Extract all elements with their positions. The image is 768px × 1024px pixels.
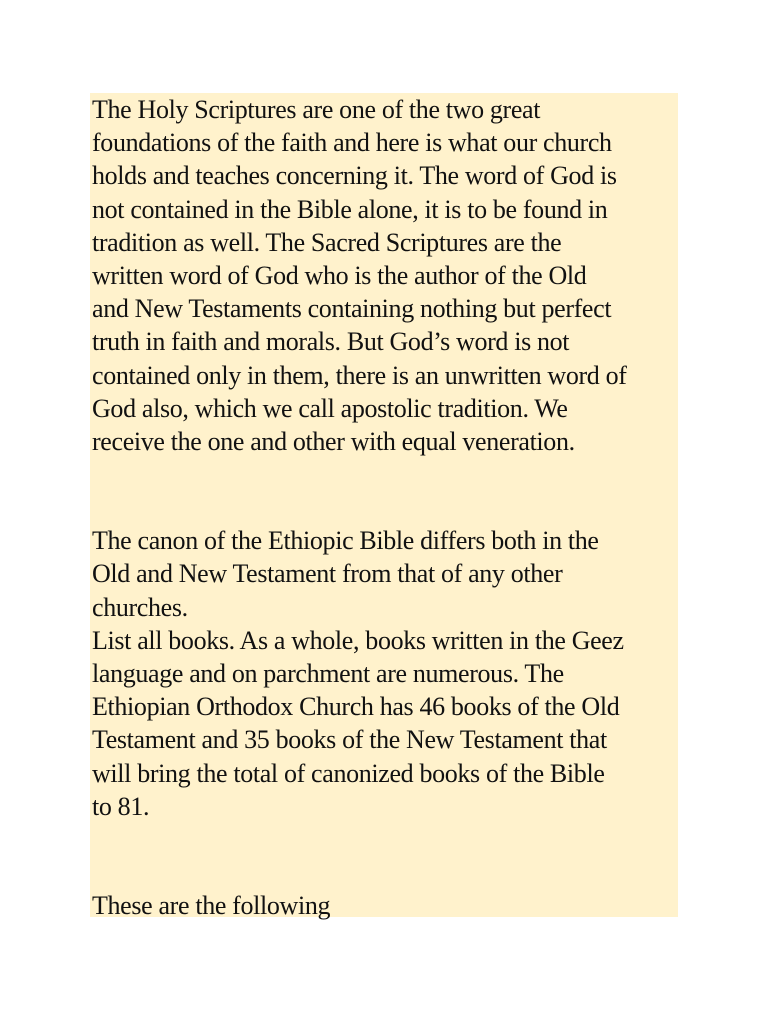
paragraph-following: [92, 889, 678, 922]
paragraph-line: written word of God who is the author of the Old: [92, 261, 587, 291]
paragraph-line: Old and New Testament from that of any other: [92, 559, 563, 589]
paragraph-spacer: [92, 823, 678, 889]
paragraph-line: to 81.: [92, 791, 150, 821]
paragraph-line: will bring the total of canonized books of the Bible: [92, 758, 605, 788]
paragraph-line: List all books. As a whole, books written in the Geez: [92, 625, 624, 655]
paragraph-line: not contained in the Bible alone, it is to be found in: [92, 194, 608, 224]
paragraph-line: foundations of the faith and here is what our church: [92, 128, 612, 158]
paragraph-spacer: [92, 458, 678, 524]
paragraph-line: tradition as well. The Sacred Scriptures are the: [92, 227, 562, 257]
paragraph-line: churches.: [92, 592, 188, 622]
paragraph-line: and New Testaments containing nothing but perfect: [92, 294, 612, 324]
paragraph-ethiopic-canon: [92, 524, 678, 624]
paragraph-book-count: [92, 624, 678, 823]
paragraph-line: receive the one and other with equal veneration.: [92, 427, 575, 457]
paragraph-line: The canon of the Ethiopic Bible differs both in the: [92, 526, 599, 556]
paragraph-line: The Holy Scriptures are one of the two great: [92, 95, 541, 124]
paragraph-line: God also, which we call apostolic tradition. We: [92, 393, 568, 423]
paragraph-holy-scriptures: [92, 93, 678, 458]
paragraph-line: contained only in them, there is an unwritten word of: [92, 360, 627, 390]
paragraph-line: These are the following: [92, 891, 331, 921]
paragraph-line: Ethiopian Orthodox Church has 46 books of the Old: [92, 692, 620, 722]
paragraph-line: holds and teaches concerning it. The word of God is: [92, 161, 617, 191]
highlighted-text-block: [90, 93, 678, 921]
paragraph-line: truth in faith and morals. But God’s word is not: [92, 327, 570, 357]
paragraph-line: Testament and 35 books of the New Testament that: [92, 725, 607, 755]
paragraph-line: language and on parchment are numerous. The: [92, 659, 564, 689]
